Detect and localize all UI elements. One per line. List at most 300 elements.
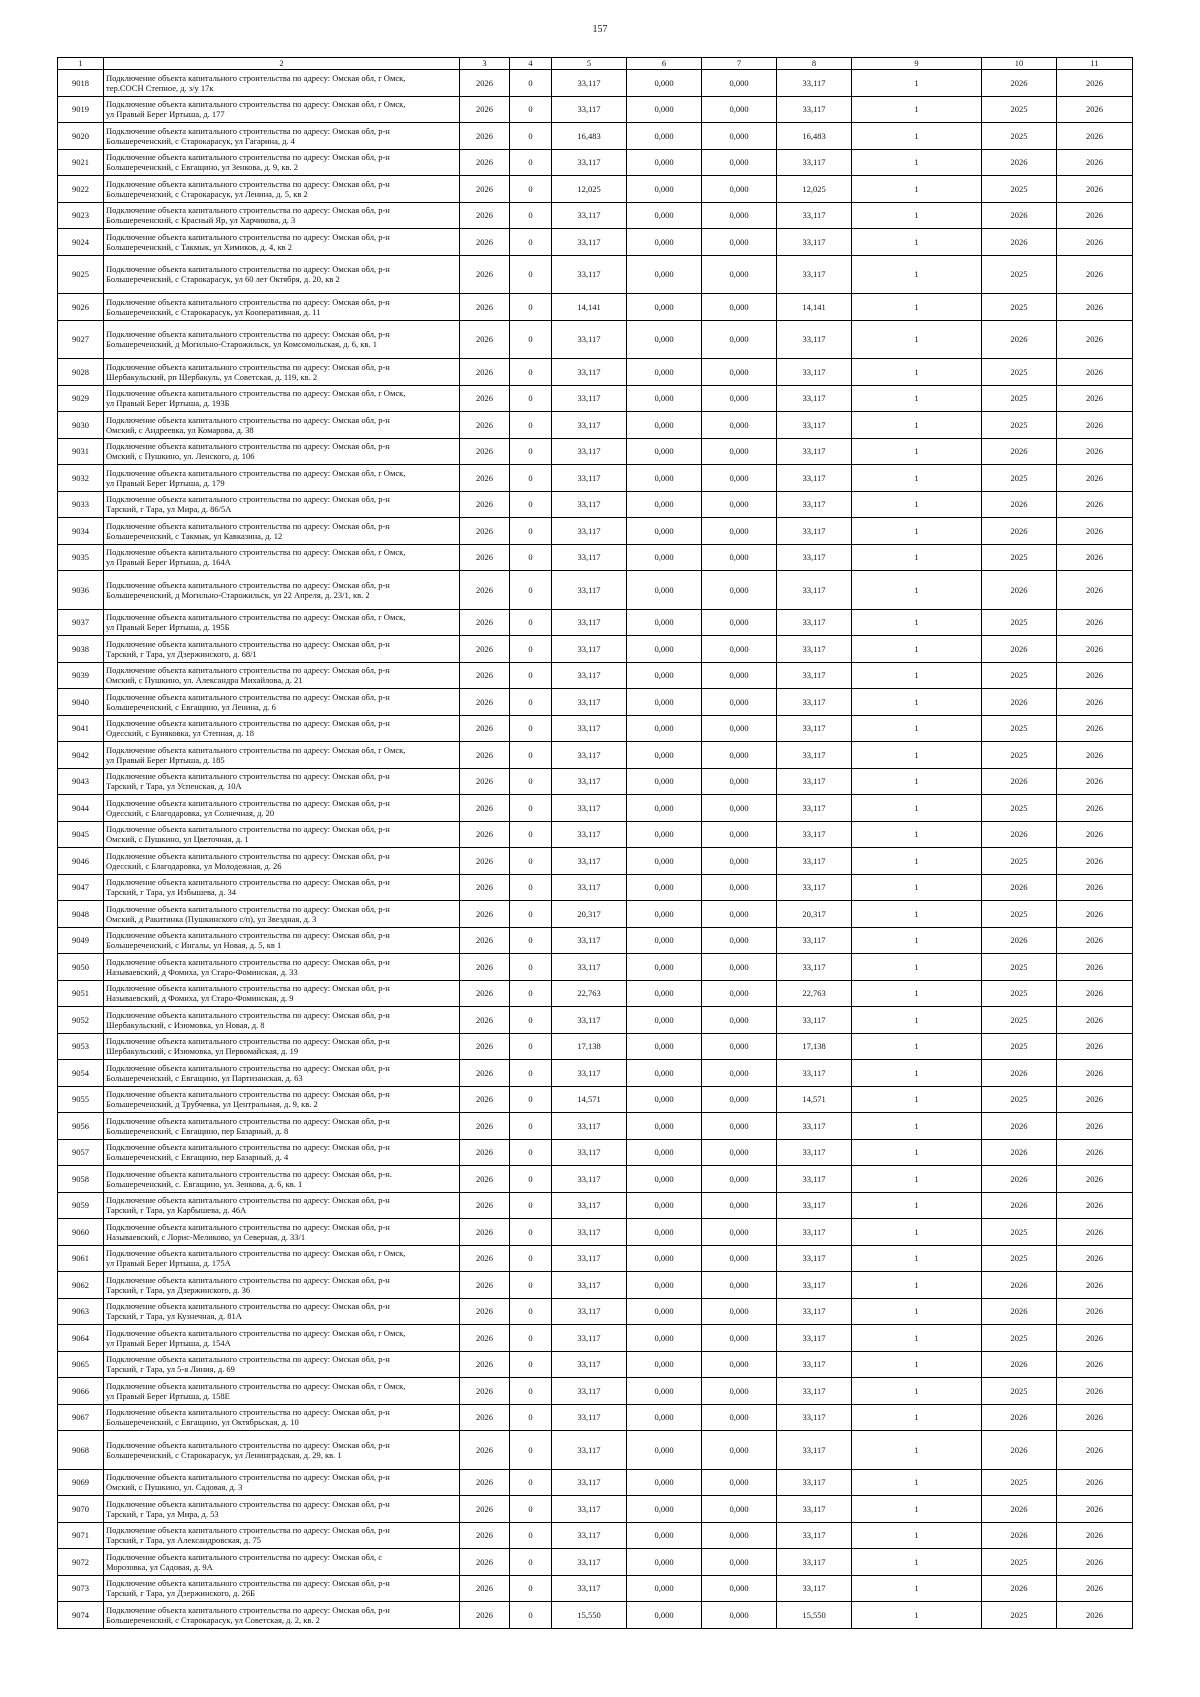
value-cell: 0,000 xyxy=(627,385,702,412)
description-line: Подключение объекта капитального строительства по адресу: Омская обл, р-н xyxy=(106,638,390,649)
description-cell xyxy=(104,491,460,518)
description-line: Омский, с Пушкино, ул. Александра Михайлова, д. 21 xyxy=(106,675,303,686)
description-cell xyxy=(104,1007,460,1034)
value-cell: 2026 xyxy=(460,1404,510,1431)
value-cell: 0 xyxy=(510,927,552,954)
value-cell: 0 xyxy=(510,1378,552,1405)
value-cell: 2026 xyxy=(460,609,510,636)
value-cell: 1 xyxy=(852,1219,982,1246)
value-cell: 1 xyxy=(852,1060,982,1087)
value-cell: 1 xyxy=(852,176,982,203)
value-cell: 1 xyxy=(852,359,982,386)
value-cell: 0,000 xyxy=(627,1602,702,1629)
table-row xyxy=(58,795,1133,822)
value-cell: 0,000 xyxy=(627,320,702,359)
value-cell: 2026 xyxy=(460,715,510,742)
row-number: 9027 xyxy=(58,320,104,359)
value-cell: 1 xyxy=(852,1549,982,1576)
table-row xyxy=(58,202,1133,229)
description-line: Тарский, г Тара, ул Дзержинского, д. 36 xyxy=(106,1284,251,1295)
value-cell: 33,117 xyxy=(777,1575,852,1602)
table-row xyxy=(58,1496,1133,1523)
value-cell: 2026 xyxy=(460,1602,510,1629)
value-cell: 0,000 xyxy=(627,927,702,954)
value-cell: 1 xyxy=(852,689,982,716)
description-line: Подключение объекта капитального строительства по адресу: Омская обл, р-н xyxy=(106,1407,390,1418)
table-row xyxy=(58,1469,1133,1496)
value-cell: 2026 xyxy=(460,320,510,359)
table-row xyxy=(58,609,1133,636)
value-cell: 0 xyxy=(510,320,552,359)
description-line: Большереченский, с Старокарасук, ул Ленина, д. 5, кв 2 xyxy=(106,188,308,199)
description-line: Тарский, г Тара, ул Александровская, д. 75 xyxy=(106,1535,261,1546)
value-cell: 33,117 xyxy=(777,1469,852,1496)
value-cell: 33,117 xyxy=(552,662,627,689)
description-line: Большереченский, д Трубчевка, ул Центральная, д. 9, кв. 2 xyxy=(106,1099,318,1110)
description-cell xyxy=(104,1378,460,1405)
value-cell: 33,117 xyxy=(552,927,627,954)
table-row xyxy=(58,1378,1133,1405)
value-cell: 2026 xyxy=(982,1298,1057,1325)
description-cell xyxy=(104,1496,460,1523)
description-cell xyxy=(104,149,460,176)
value-cell: 2026 xyxy=(982,1404,1057,1431)
description-line: Тарский, г Тара, ул Дзержинского, д. 26Б xyxy=(106,1588,255,1599)
value-cell: 2025 xyxy=(982,1219,1057,1246)
value-cell: 0 xyxy=(510,980,552,1007)
value-cell: 2025 xyxy=(982,385,1057,412)
value-cell: 0,000 xyxy=(627,465,702,492)
value-cell: 0,000 xyxy=(702,255,777,294)
value-cell: 33,117 xyxy=(552,202,627,229)
value-cell: 0 xyxy=(510,1219,552,1246)
value-cell: 0,000 xyxy=(702,1298,777,1325)
description-line: Подключение объекта капитального строительства по адресу: Омская обл, р-н xyxy=(106,1472,390,1483)
value-cell: 20,317 xyxy=(777,901,852,928)
description-cell xyxy=(104,901,460,928)
value-cell: 1 xyxy=(852,1113,982,1140)
value-cell: 0 xyxy=(510,1404,552,1431)
value-cell: 1 xyxy=(852,795,982,822)
value-cell: 2026 xyxy=(460,1060,510,1087)
value-cell: 0,000 xyxy=(702,1351,777,1378)
value-cell: 0,000 xyxy=(702,1496,777,1523)
value-cell: 33,117 xyxy=(552,385,627,412)
value-cell: 2026 xyxy=(460,1575,510,1602)
value-cell: 1 xyxy=(852,1522,982,1549)
value-cell: 0,000 xyxy=(702,1602,777,1629)
value-cell: 2026 xyxy=(1057,518,1133,545)
value-cell: 0,000 xyxy=(627,1549,702,1576)
value-cell: 2026 xyxy=(460,544,510,571)
value-cell: 2026 xyxy=(1057,294,1133,321)
row-number: 9053 xyxy=(58,1033,104,1060)
value-cell: 33,117 xyxy=(777,1549,852,1576)
description-line: Большереченский, с Красный Яр, ул Харчикова, д. 3 xyxy=(106,215,296,226)
value-cell: 0,000 xyxy=(627,1469,702,1496)
value-cell: 33,117 xyxy=(552,954,627,981)
value-cell: 2026 xyxy=(982,202,1057,229)
row-number: 9051 xyxy=(58,980,104,1007)
table-row xyxy=(58,848,1133,875)
table-row xyxy=(58,359,1133,386)
description-line: Шербакульский, рп Шербакуль, ул Советская, д. 119, кв. 2 xyxy=(106,371,318,382)
value-cell: 33,117 xyxy=(552,1522,627,1549)
value-cell: 1 xyxy=(852,1298,982,1325)
value-cell: 0 xyxy=(510,715,552,742)
value-cell: 33,117 xyxy=(552,1219,627,1246)
column-header: 8 xyxy=(777,58,852,70)
value-cell: 33,117 xyxy=(777,1325,852,1352)
description-line: Подключение объекта капитального строительства по адресу: Омская обл, р-н xyxy=(106,1498,390,1509)
value-cell: 2026 xyxy=(1057,176,1133,203)
table-row xyxy=(58,715,1133,742)
value-cell: 33,117 xyxy=(777,465,852,492)
description-line: Омский, д Ракитинка (Пушкинского с/п), ул Звездная, д. 3 xyxy=(106,913,317,924)
description-line: Подключение объекта капитального строительства по адресу: Омская обл, р-н xyxy=(106,824,390,835)
value-cell: 0,000 xyxy=(702,518,777,545)
value-cell: 2026 xyxy=(1057,901,1133,928)
value-cell: 2025 xyxy=(982,96,1057,123)
value-cell: 2026 xyxy=(1057,412,1133,439)
description-cell xyxy=(104,1272,460,1299)
row-number: 9032 xyxy=(58,465,104,492)
value-cell: 0,000 xyxy=(627,1298,702,1325)
description-line: Подключение объекта капитального строительства по адресу: Омская обл, р-н xyxy=(106,1089,390,1100)
table-row xyxy=(58,1192,1133,1219)
description-line: Подключение объекта капитального строительства по адресу: Омская обл, р-н xyxy=(106,205,390,216)
description-line: Подключение объекта капитального строительства по адресу: Омская обл, р-н xyxy=(106,850,390,861)
value-cell: 0,000 xyxy=(627,571,702,610)
row-number: 9024 xyxy=(58,229,104,256)
value-cell: 33,117 xyxy=(552,768,627,795)
value-cell: 33,117 xyxy=(777,149,852,176)
value-cell: 0,000 xyxy=(702,1469,777,1496)
row-number: 9055 xyxy=(58,1086,104,1113)
value-cell: 22,763 xyxy=(777,980,852,1007)
table-row xyxy=(58,1602,1133,1629)
value-cell: 0 xyxy=(510,518,552,545)
value-cell: 0,000 xyxy=(702,1192,777,1219)
value-cell: 0 xyxy=(510,1469,552,1496)
description-cell xyxy=(104,438,460,465)
value-cell: 1 xyxy=(852,96,982,123)
value-cell: 2026 xyxy=(460,1496,510,1523)
row-number: 9062 xyxy=(58,1272,104,1299)
value-cell: 2026 xyxy=(460,821,510,848)
value-cell: 33,117 xyxy=(552,1351,627,1378)
value-cell: 0,000 xyxy=(627,662,702,689)
value-cell: 0 xyxy=(510,1139,552,1166)
value-cell: 0,000 xyxy=(702,1113,777,1140)
value-cell: 2026 xyxy=(1057,1325,1133,1352)
description-line: Подключение объекта капитального строительства по адресу: Омская обл, р-н xyxy=(106,1115,390,1126)
value-cell: 2026 xyxy=(460,980,510,1007)
value-cell: 2026 xyxy=(1057,229,1133,256)
value-cell: 33,117 xyxy=(552,571,627,610)
value-cell: 1 xyxy=(852,149,982,176)
value-cell: 1 xyxy=(852,609,982,636)
description-line: Подключение объекта капитального строительства по адресу: Омская обл, р-н xyxy=(106,231,390,242)
value-cell: 2026 xyxy=(460,1033,510,1060)
value-cell: 2026 xyxy=(1057,1575,1133,1602)
description-line: Подключение объекта капитального строительства по адресу: Омская обл, р-н xyxy=(106,665,390,676)
value-cell: 1 xyxy=(852,1139,982,1166)
value-cell: 0,000 xyxy=(702,1245,777,1272)
description-line: Подключение объекта капитального строительства по адресу: Омская обл, р-н xyxy=(106,956,390,967)
value-cell: 33,117 xyxy=(777,1298,852,1325)
value-cell: 0,000 xyxy=(702,202,777,229)
table-row xyxy=(58,1139,1133,1166)
value-cell: 2026 xyxy=(1057,1549,1133,1576)
row-number: 9067 xyxy=(58,1404,104,1431)
value-cell: 33,117 xyxy=(552,715,627,742)
value-cell: 0,000 xyxy=(627,1431,702,1470)
value-cell: 33,117 xyxy=(552,1575,627,1602)
table-body xyxy=(58,70,1133,1629)
description-line: Подключение объекта капитального строительства по адресу: Омская обл, г Омск, xyxy=(106,612,406,623)
value-cell: 33,117 xyxy=(777,571,852,610)
value-cell: 2025 xyxy=(982,954,1057,981)
value-cell: 1 xyxy=(852,202,982,229)
value-cell: 2026 xyxy=(1057,742,1133,769)
value-cell: 0,000 xyxy=(627,795,702,822)
value-cell: 14,571 xyxy=(777,1086,852,1113)
value-cell: 2026 xyxy=(1057,927,1133,954)
description-line: Большереченский, с Такмык, ул Кавказина, д. 12 xyxy=(106,530,283,541)
description-line: Большереченский, д Могильно-Старожильск, ул Комсомольская, д. 6, кв. 1 xyxy=(106,339,377,350)
value-cell: 33,117 xyxy=(777,202,852,229)
value-cell: 0 xyxy=(510,1522,552,1549)
description-line: Подключение объекта капитального строительства по адресу: Омская обл, г Омск, xyxy=(106,388,406,399)
description-line: ул Правый Берег Иртыша, д. 158Е xyxy=(106,1390,230,1401)
row-number: 9056 xyxy=(58,1113,104,1140)
value-cell: 2026 xyxy=(1057,255,1133,294)
value-cell: 2026 xyxy=(982,518,1057,545)
row-number: 9060 xyxy=(58,1219,104,1246)
value-cell: 33,117 xyxy=(552,1298,627,1325)
value-cell: 17,138 xyxy=(552,1033,627,1060)
table-row xyxy=(58,320,1133,359)
description-line: Подключение объекта капитального строительства по адресу: Омская обл, р-н xyxy=(106,494,390,505)
description-line: Большереченский, с Евгащино, ул Ленина, д. 6 xyxy=(106,701,276,712)
table-row xyxy=(58,123,1133,150)
description-line: Большереченский, с Ингалы, ул Новая, д. 5, кв 1 xyxy=(106,940,282,951)
value-cell: 2026 xyxy=(460,1469,510,1496)
row-number: 9039 xyxy=(58,662,104,689)
value-cell: 2025 xyxy=(982,1086,1057,1113)
value-cell: 1 xyxy=(852,1469,982,1496)
value-cell: 33,117 xyxy=(777,1060,852,1087)
description-line: Подключение объекта капитального строительства по адресу: Омская обл, р-н xyxy=(106,1578,390,1589)
value-cell: 0,000 xyxy=(702,715,777,742)
value-cell: 0 xyxy=(510,438,552,465)
value-cell: 0 xyxy=(510,70,552,97)
description-line: Подключение объекта капитального строительства по адресу: Омская обл, р-н xyxy=(106,1439,390,1450)
value-cell: 0,000 xyxy=(627,544,702,571)
value-cell: 1 xyxy=(852,980,982,1007)
description-line: Подключение объекта капитального строительства по адресу: Омская обл, г Омск, xyxy=(106,99,406,110)
value-cell: 0,000 xyxy=(627,96,702,123)
value-cell: 0,000 xyxy=(627,1378,702,1405)
value-cell: 0 xyxy=(510,901,552,928)
value-cell: 2026 xyxy=(1057,571,1133,610)
value-cell: 0,000 xyxy=(702,980,777,1007)
table-row xyxy=(58,980,1133,1007)
description-line: Подключение объекта капитального строительства по адресу: Омская обл, р-н xyxy=(106,1604,390,1615)
value-cell: 0,000 xyxy=(627,821,702,848)
value-cell: 22,763 xyxy=(552,980,627,1007)
value-cell: 1 xyxy=(852,518,982,545)
value-cell: 0 xyxy=(510,609,552,636)
value-cell: 0 xyxy=(510,1575,552,1602)
value-cell: 33,117 xyxy=(552,609,627,636)
description-line: Подключение объекта капитального строительства по адресу: Омская обл, г Омск, xyxy=(106,547,406,558)
table-row xyxy=(58,1404,1133,1431)
value-cell: 2026 xyxy=(1057,1139,1133,1166)
table-row xyxy=(58,438,1133,465)
value-cell: 2026 xyxy=(982,1431,1057,1470)
value-cell: 2026 xyxy=(1057,1245,1133,1272)
value-cell: 33,117 xyxy=(552,1431,627,1470)
value-cell: 2026 xyxy=(460,1522,510,1549)
value-cell: 0 xyxy=(510,176,552,203)
description-line: Подключение объекта капитального строительства по адресу: Омская обл, с xyxy=(106,1551,382,1562)
value-cell: 1 xyxy=(852,742,982,769)
description-line: Большереченский, с. Евгащино, ул. Зенкова, д. 6, кв. 1 xyxy=(106,1178,303,1189)
value-cell: 1 xyxy=(852,255,982,294)
value-cell: 0,000 xyxy=(702,1166,777,1193)
value-cell: 2026 xyxy=(1057,954,1133,981)
value-cell: 0 xyxy=(510,1007,552,1034)
value-cell: 14,571 xyxy=(552,1086,627,1113)
value-cell: 33,117 xyxy=(552,1139,627,1166)
value-cell: 33,117 xyxy=(777,742,852,769)
description-line: Подключение объекта капитального строительства по адресу: Омская обл, г Омск, xyxy=(106,744,406,755)
value-cell: 2025 xyxy=(982,980,1057,1007)
value-cell: 2026 xyxy=(1057,609,1133,636)
value-cell: 0,000 xyxy=(702,438,777,465)
value-cell: 2026 xyxy=(460,123,510,150)
value-cell: 0,000 xyxy=(627,1325,702,1352)
description-line: Подключение объекта капитального строительства по адресу: Омская обл, р-н xyxy=(106,1062,390,1073)
description-line: Большереченский, с Евгащино, ул Октябрьская, д. 10 xyxy=(106,1417,299,1428)
description-cell xyxy=(104,1245,460,1272)
value-cell: 2026 xyxy=(1057,689,1133,716)
table-row xyxy=(58,1166,1133,1193)
value-cell: 33,117 xyxy=(552,149,627,176)
value-cell: 33,117 xyxy=(552,1272,627,1299)
row-number: 9026 xyxy=(58,294,104,321)
value-cell: 0 xyxy=(510,544,552,571)
value-cell: 33,117 xyxy=(777,636,852,663)
value-cell: 33,117 xyxy=(552,1325,627,1352)
value-cell: 1 xyxy=(852,954,982,981)
value-cell: 0,000 xyxy=(702,571,777,610)
value-cell: 0 xyxy=(510,1602,552,1629)
value-cell: 2026 xyxy=(982,768,1057,795)
table-row xyxy=(58,571,1133,610)
value-cell: 2026 xyxy=(1057,320,1133,359)
value-cell: 33,117 xyxy=(552,1496,627,1523)
value-cell: 2025 xyxy=(982,544,1057,571)
value-cell: 2026 xyxy=(982,1522,1057,1549)
description-line: Подключение объекта капитального строительства по адресу: Омская обл, р-н xyxy=(106,1195,390,1206)
value-cell: 33,117 xyxy=(777,768,852,795)
description-cell xyxy=(104,1166,460,1193)
description-line: ул Правый Берег Иртыша, д. 177 xyxy=(106,109,225,120)
row-number: 9073 xyxy=(58,1575,104,1602)
description-line: Подключение объекта капитального строительства по адресу: Омская обл, р-н xyxy=(106,1274,390,1285)
value-cell: 2025 xyxy=(982,715,1057,742)
row-number: 9025 xyxy=(58,255,104,294)
value-cell: 16,483 xyxy=(552,123,627,150)
description-line: Подключение объекта капитального строительства по адресу: Омская обл, р-н xyxy=(106,296,390,307)
table-row xyxy=(58,1549,1133,1576)
value-cell: 0,000 xyxy=(627,742,702,769)
column-header: 10 xyxy=(982,58,1057,70)
value-cell: 0,000 xyxy=(702,1033,777,1060)
value-cell: 2025 xyxy=(982,123,1057,150)
value-cell: 33,117 xyxy=(777,1351,852,1378)
value-cell: 2025 xyxy=(982,1378,1057,1405)
value-cell: 0,000 xyxy=(627,412,702,439)
column-header: 5 xyxy=(552,58,627,70)
value-cell: 2026 xyxy=(982,1060,1057,1087)
value-cell: 1 xyxy=(852,123,982,150)
value-cell: 33,117 xyxy=(777,1007,852,1034)
value-cell: 2026 xyxy=(982,320,1057,359)
row-number: 9063 xyxy=(58,1298,104,1325)
value-cell: 2025 xyxy=(982,1469,1057,1496)
value-cell: 0 xyxy=(510,1245,552,1272)
value-cell: 2026 xyxy=(1057,1431,1133,1470)
value-cell: 1 xyxy=(852,1086,982,1113)
value-cell: 2026 xyxy=(1057,385,1133,412)
description-cell xyxy=(104,544,460,571)
value-cell: 0 xyxy=(510,1060,552,1087)
value-cell: 0,000 xyxy=(627,1245,702,1272)
value-cell: 2026 xyxy=(982,229,1057,256)
description-cell xyxy=(104,571,460,610)
value-cell: 0,000 xyxy=(627,70,702,97)
description-line: Подключение объекта капитального строительства по адресу: Омская обл, р-н xyxy=(106,797,390,808)
value-cell: 0,000 xyxy=(627,1496,702,1523)
value-cell: 0,000 xyxy=(627,901,702,928)
value-cell: 2026 xyxy=(982,636,1057,663)
description-line: Шербакульский, с Изюмовка, ул Первомайская, д. 19 xyxy=(106,1046,299,1057)
table-row xyxy=(58,954,1133,981)
value-cell: 2026 xyxy=(460,176,510,203)
value-cell: 33,117 xyxy=(777,1404,852,1431)
description-cell xyxy=(104,1060,460,1087)
value-cell: 33,117 xyxy=(552,438,627,465)
value-cell: 0,000 xyxy=(702,1086,777,1113)
value-cell: 2026 xyxy=(460,874,510,901)
value-cell: 14,141 xyxy=(552,294,627,321)
value-cell: 1 xyxy=(852,385,982,412)
description-line: Тарский, г Тара, ул Успенская, д. 10А xyxy=(106,781,242,792)
value-cell: 33,117 xyxy=(777,1496,852,1523)
value-cell: 33,117 xyxy=(552,1060,627,1087)
value-cell: 33,117 xyxy=(552,544,627,571)
table-row xyxy=(58,176,1133,203)
value-cell: 33,117 xyxy=(777,874,852,901)
value-cell: 2026 xyxy=(460,70,510,97)
value-cell: 33,117 xyxy=(777,1192,852,1219)
description-cell xyxy=(104,927,460,954)
value-cell: 0,000 xyxy=(702,465,777,492)
